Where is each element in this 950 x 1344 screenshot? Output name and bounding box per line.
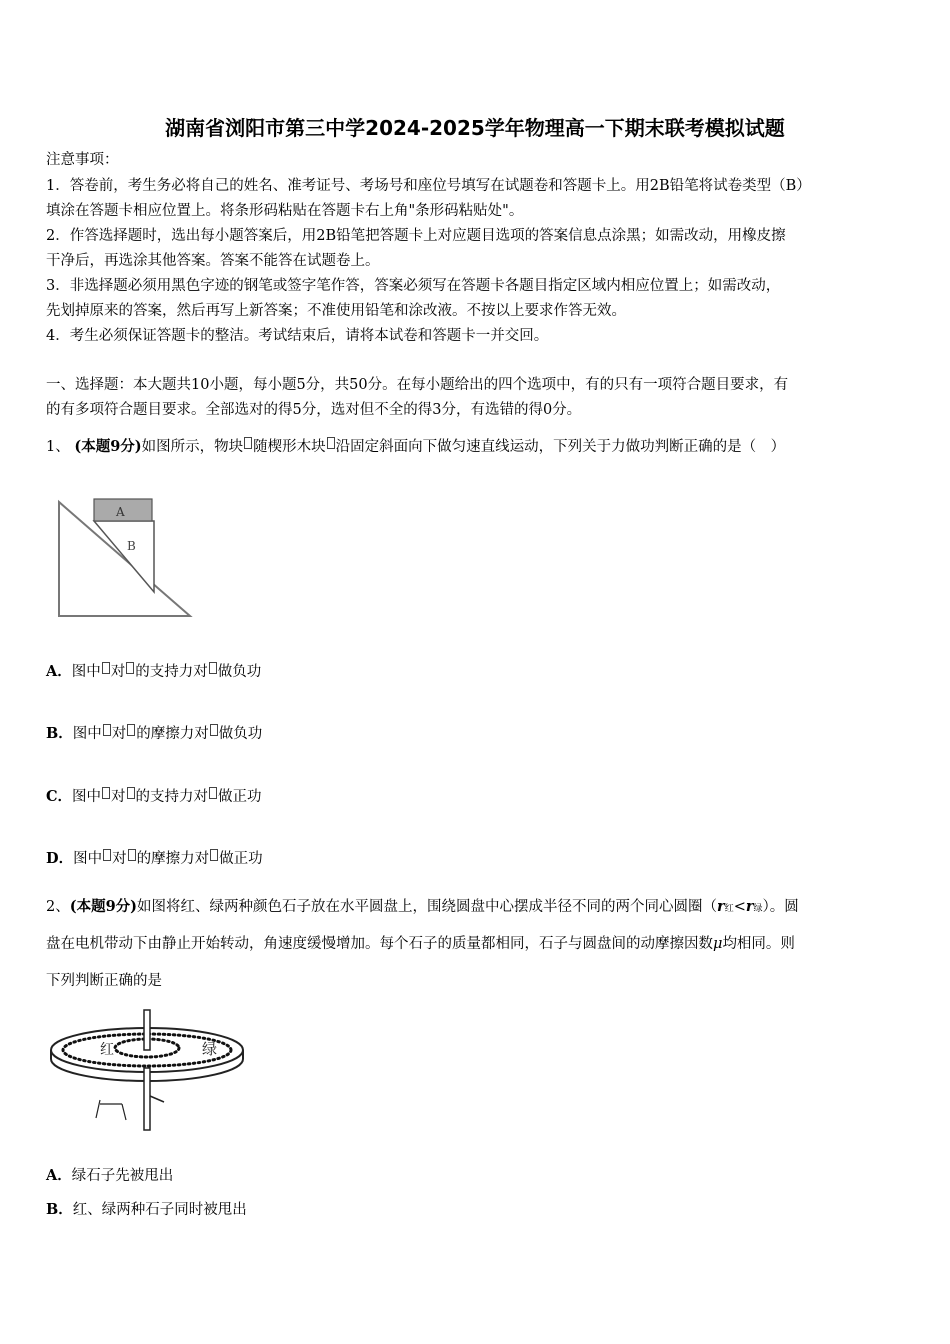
missing-glyph-box bbox=[103, 849, 111, 861]
missing-glyph-box bbox=[209, 662, 217, 674]
option-label: C． bbox=[46, 788, 73, 805]
question-score: (本题9分) bbox=[74, 438, 142, 455]
option-text: 图中 bbox=[72, 726, 102, 742]
shaft-pointer bbox=[150, 1096, 164, 1102]
less-than-sign: < bbox=[733, 899, 746, 915]
label-red: 红 bbox=[100, 1042, 114, 1058]
missing-glyph-box bbox=[128, 849, 136, 861]
question-text: ）。圆 bbox=[762, 899, 799, 915]
shaft-top bbox=[144, 1010, 150, 1050]
notice-line: 3．非选择题必须用黑色字迹的钢笔或签字笔作答，答案必须写在答题卡各题目指定区域内相应位置上；如需改动， bbox=[46, 278, 781, 294]
question-2-stem-line3: 下列判断正确的是 bbox=[46, 973, 162, 989]
option-text: 对 bbox=[111, 726, 127, 742]
question-text: 沿固定斜面向下做匀速直线运动，下列关于力做功判断正确的是（ ） bbox=[335, 439, 786, 455]
section-instructions: 的有多项符合题目要求。全部选对的得5分，选对但不全的得3分，有选错的得0分。 bbox=[46, 402, 582, 418]
question-text: 如图所示，物块 bbox=[141, 439, 244, 455]
q1-option-d[interactable] bbox=[46, 847, 263, 868]
question-2-stem-line2 bbox=[46, 934, 916, 954]
section-instructions: 一、选择题：本大题共10小题，每小题5分，共50分。在每小题给出的四个选项中，有的只有一项符合题目要求，有 bbox=[46, 377, 789, 393]
option-text: 对 bbox=[112, 851, 127, 867]
option-text: 图中 bbox=[71, 664, 101, 680]
question-text: 均相同。则 bbox=[722, 936, 795, 952]
missing-glyph-box bbox=[210, 849, 218, 861]
label-b: B bbox=[127, 539, 136, 553]
option-label: D． bbox=[46, 850, 74, 867]
label-a: A bbox=[116, 505, 125, 519]
option-text: 做正功 bbox=[219, 851, 263, 867]
shaft-bottom bbox=[144, 1068, 150, 1130]
option-text: 图中 bbox=[73, 851, 103, 867]
notice-line: 1．答卷前，考生务必将自己的姓名、准考证号、考场号和座位号填写在试题卷和答题卡上。用2B铅笔将试卷类型（B） bbox=[46, 178, 811, 194]
missing-glyph-box bbox=[327, 437, 335, 449]
option-text: 对 bbox=[111, 789, 126, 805]
rotation-mark bbox=[96, 1100, 126, 1120]
missing-glyph-box bbox=[209, 787, 217, 799]
question-number: 1、 bbox=[46, 439, 70, 455]
question-2-stem-line1 bbox=[46, 897, 916, 919]
notice-heading: 注意事项： bbox=[46, 152, 119, 168]
missing-glyph-box bbox=[102, 787, 110, 799]
subscript-green: 绿 bbox=[753, 904, 763, 914]
option-text: 的支持力对 bbox=[135, 789, 209, 805]
label-green: 绿 bbox=[202, 1040, 218, 1058]
option-text: 的支持力对 bbox=[135, 664, 208, 680]
page-title: 湖南省浏阳市第三中学2024-2025学年物理高一下期末联考模拟试题 bbox=[165, 116, 785, 140]
wedge-b bbox=[94, 521, 154, 592]
subscript-red: 红 bbox=[724, 904, 734, 914]
q2-option-b[interactable] bbox=[46, 1198, 247, 1219]
missing-glyph-box bbox=[103, 724, 111, 736]
q2-figure-disc bbox=[44, 1008, 254, 1136]
missing-glyph-box bbox=[102, 662, 110, 674]
missing-glyph-box bbox=[126, 662, 134, 674]
notice-line: 填涂在答题卡相应位置上。将条形码粘贴在答题卡右上角"条形码粘贴处"。 bbox=[46, 203, 524, 219]
option-text: 红、绿两种石子同时被甩出 bbox=[72, 1202, 247, 1218]
notice-line: 2．作答选择题时，选出每小题答案后，用2B铅笔把答题卡上对应题目选项的答案信息点涂黑；如需改动，用橡皮擦 bbox=[46, 228, 786, 244]
question-text: 盘在电机带动下由静止开始转动，角速度缓慢增加。每个石子的质量都相同，石子与圆盘间的动摩擦因数 bbox=[46, 936, 713, 952]
question-text: 随楔形木块 bbox=[253, 439, 326, 455]
option-label: B． bbox=[46, 725, 73, 742]
option-text: 的摩擦力对 bbox=[136, 726, 209, 742]
missing-glyph-box bbox=[210, 724, 218, 736]
option-text: 做正功 bbox=[218, 789, 262, 805]
symbol-r: r bbox=[717, 898, 725, 915]
notice-line: 先划掉原来的答案，然后再写上新答案；不准使用铅笔和涂改液。不按以上要求作答无效。 bbox=[46, 303, 626, 319]
option-text: 做负功 bbox=[218, 726, 263, 742]
missing-glyph-box bbox=[127, 787, 135, 799]
option-label: A． bbox=[46, 1167, 72, 1184]
option-label: B． bbox=[46, 1201, 73, 1218]
question-text: 如图将红、绿两种颜色石子放在水平圆盘上，围绕圆盘中心摆成半径不同的两个同心圆圈（ bbox=[137, 899, 718, 915]
q1-figure-wedge bbox=[50, 492, 200, 624]
option-text: 绿石子先被甩出 bbox=[71, 1168, 174, 1184]
symbol-mu: μ bbox=[713, 936, 723, 952]
q1-option-c[interactable] bbox=[46, 785, 262, 806]
q2-option-a[interactable] bbox=[46, 1164, 173, 1185]
option-text: 做负功 bbox=[217, 664, 262, 680]
symbol-r: r bbox=[745, 898, 754, 915]
question-1-stem bbox=[46, 437, 916, 457]
notice-line: 干净后，再选涂其他答案。答案不能答在试题卷上。 bbox=[46, 253, 380, 269]
option-text: 图中 bbox=[72, 789, 102, 805]
question-number: 2、 bbox=[46, 899, 70, 915]
missing-glyph-box bbox=[244, 437, 252, 449]
option-label: A． bbox=[46, 663, 72, 680]
q1-option-b[interactable] bbox=[46, 722, 262, 743]
notice-line: 4．考生必须保证答题卡的整洁。考试结束后，请将本试卷和答题卡一并交回。 bbox=[46, 328, 549, 344]
q1-option-a[interactable] bbox=[46, 660, 261, 681]
option-text: 对 bbox=[110, 664, 126, 680]
missing-glyph-box bbox=[127, 724, 135, 736]
option-text: 的摩擦力对 bbox=[136, 851, 210, 867]
question-score: (本题9分) bbox=[69, 898, 138, 915]
